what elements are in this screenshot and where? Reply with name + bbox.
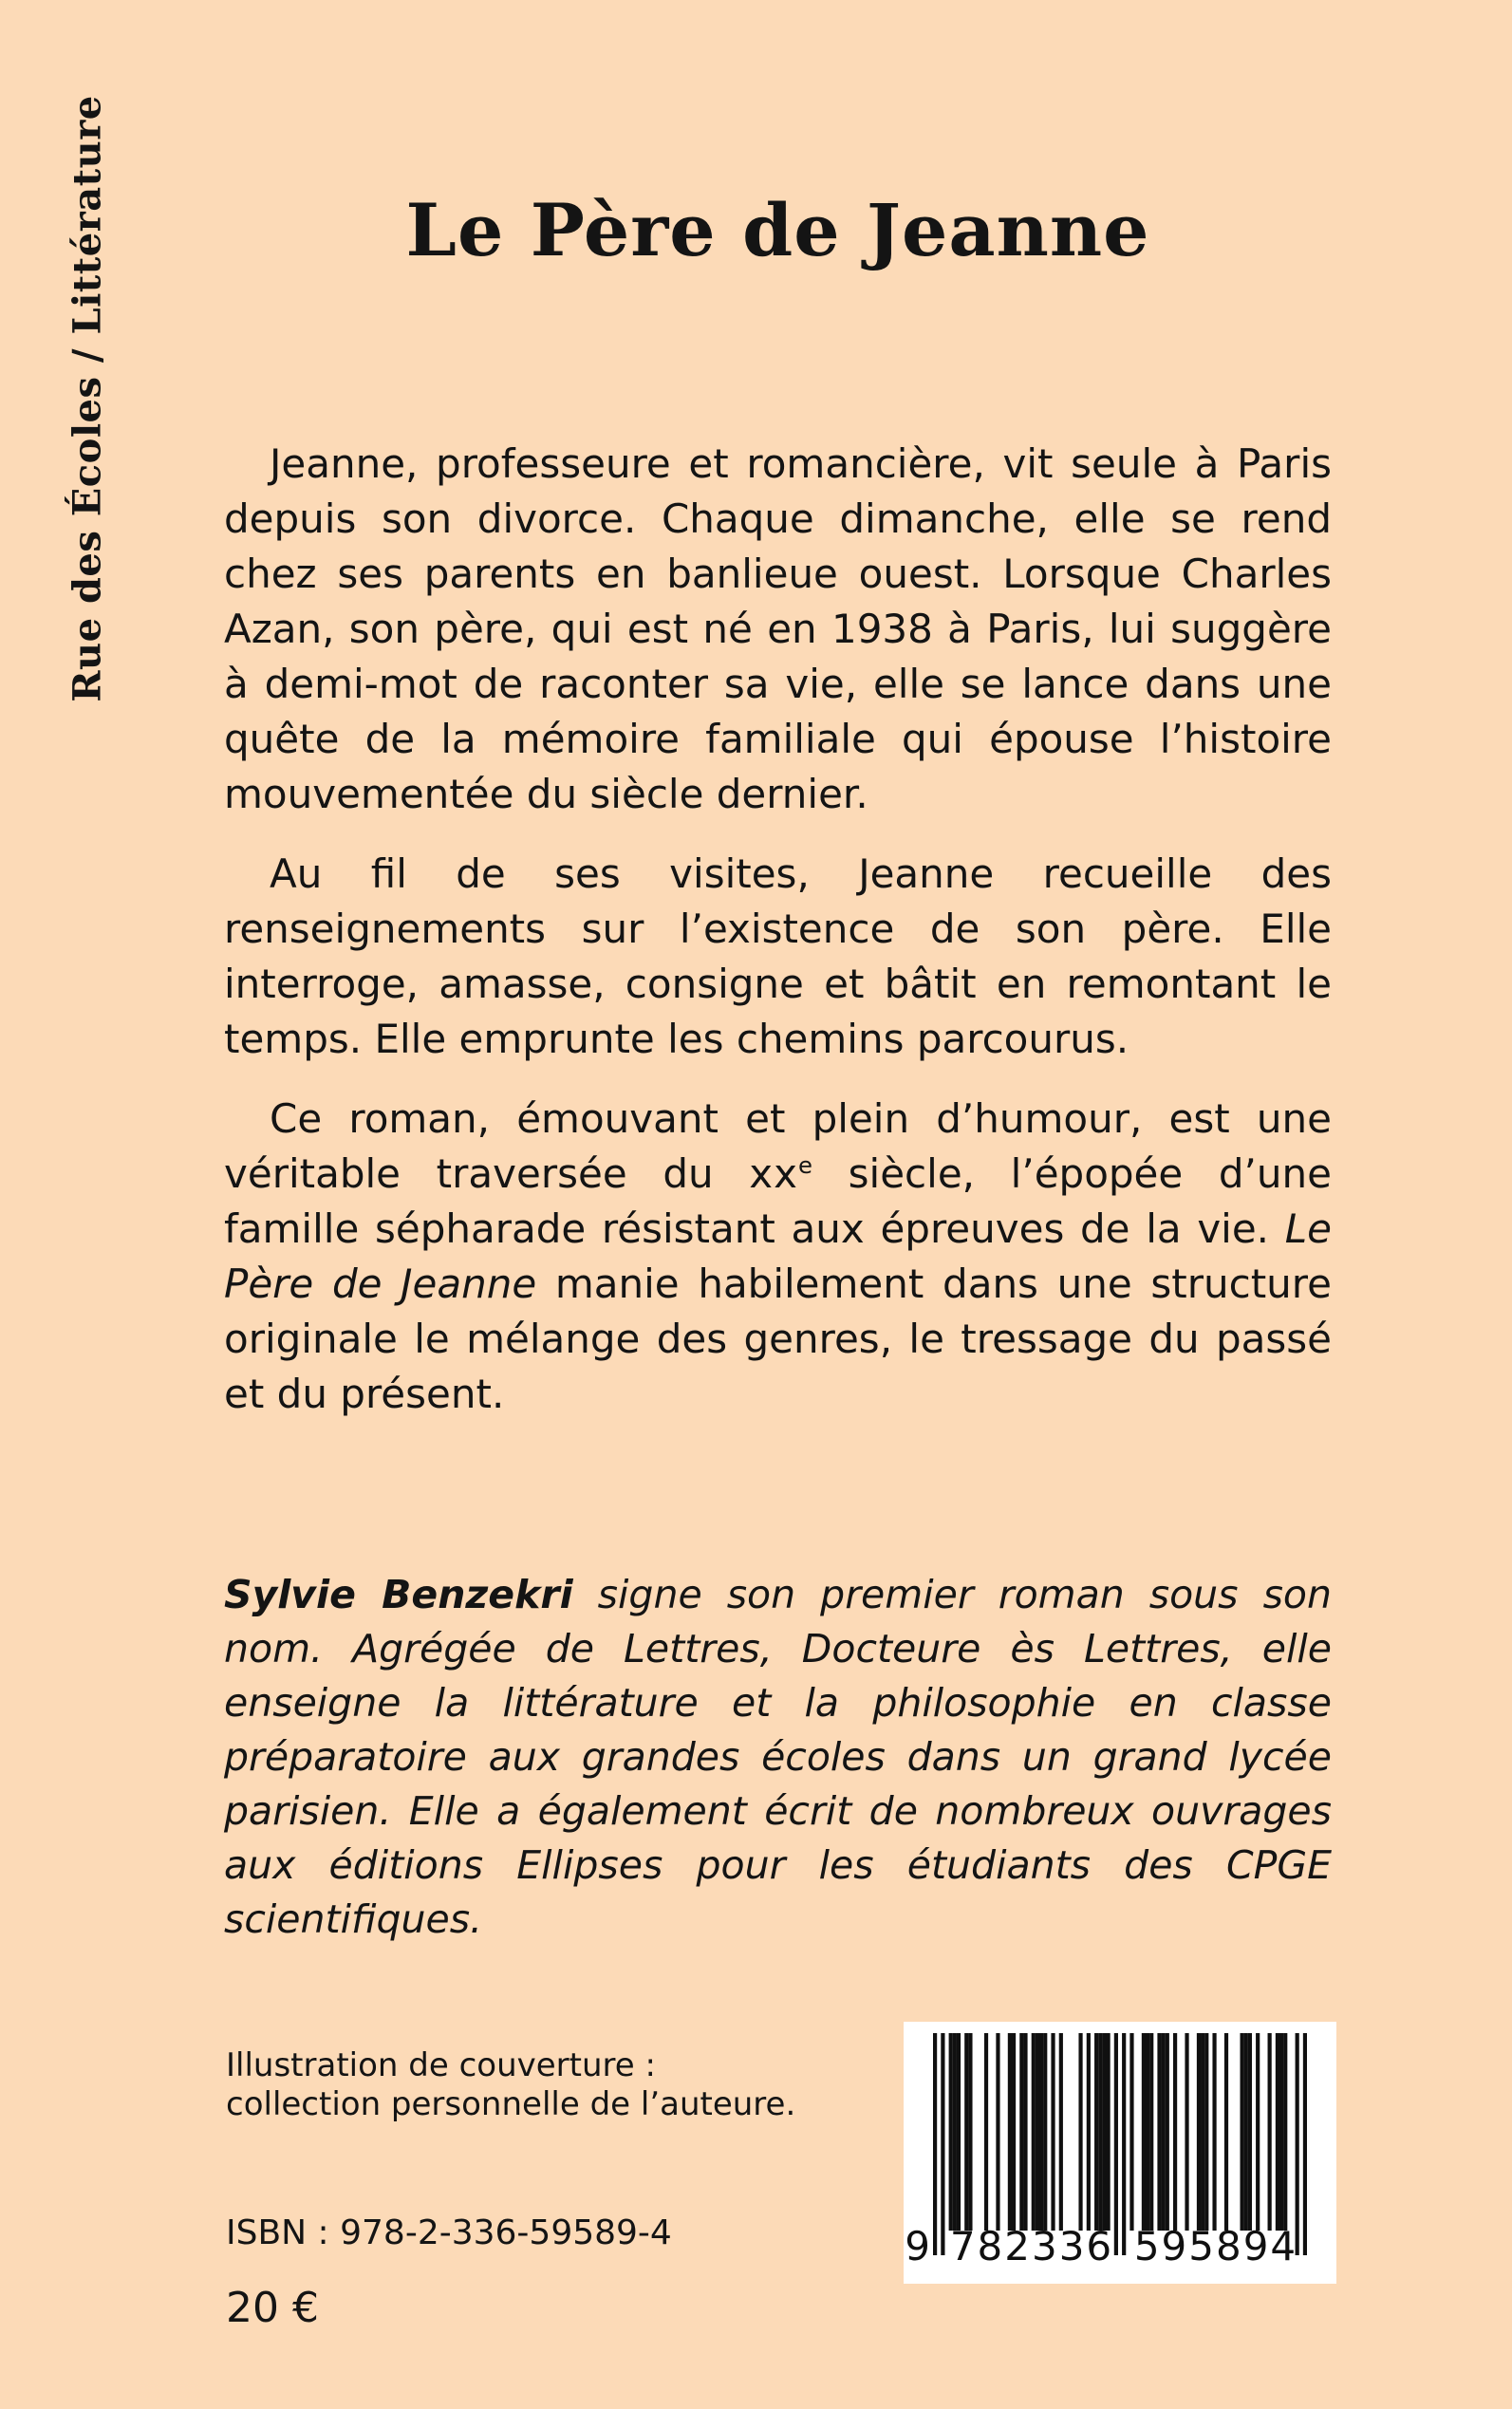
author-bio-text: signe son premier roman sous son nom. Agrégée de Lettres, Docteure ès Lettres, elle enseigne la littérature et la philosophie en classe préparatoire aux grandes écoles dans un grand lycée parisien. Elle a également écrit de nombreux ouvrages aux éditions Ellipses pour les étudiants des CPGE scientifiques. [224, 1572, 1332, 1942]
credit-line-1: Illustration de couverture : [226, 2046, 656, 2084]
author-bio [224, 1568, 1332, 1947]
century-numeral: xx [749, 1150, 798, 1197]
author-name: Sylvie Benzekri [224, 1572, 573, 1617]
book-title: Le Père de Jeanne [405, 188, 1150, 272]
credit-line-2: collection personnelle de l’auteure. [226, 2085, 796, 2123]
cover-illustration-credit [226, 2046, 795, 2124]
barcode [904, 2022, 1336, 2284]
barcode-digit-group-1: 782336 [949, 2223, 1114, 2269]
synopsis-p3-lead: Ce roman, émouvant et plein d’humour, est une véritable traversée du [224, 1095, 1332, 1197]
synopsis-p3-mid: siècle, l’épopée d’une famille sépharade résistant aux épreuves de la vie. [224, 1150, 1332, 1252]
synopsis-p3-tail: manie habilement dans une structure originale le mélange des genres, le tressage du passé et du présent. [224, 1261, 1332, 1417]
synopsis-paragraph-1: Jeanne, professeure et romancière, vit seule à Paris depuis son divorce. Chaque dimanche, elle se rend chez ses parents en banlieue ouest. Lorsque Charles Azan, son père, qui est né en 1938 à Paris, lui suggère à demi-mot de raconter sa vie, elle se lance dans une quête de la mémoire familiale qui épouse l’histoire mouvementée du siècle dernier. [224, 440, 1332, 817]
collection-spine-label: Rue des Écoles / Littérature [65, 95, 110, 702]
barcode-leading-digit: 9 [905, 2223, 932, 2269]
synopsis-paragraph-3 [224, 1092, 1332, 1422]
synopsis-paragraph-2: Au fil de ses visites, Jeanne recueille des renseignements sur l’existence de son père. Elle interroge, amasse, consigne et bâtit en remontant le temps. Elle emprunte les chemins parcourus. [224, 850, 1332, 1062]
century-exponent: e [798, 1151, 812, 1179]
work-title-inline: Le Père de Jeanne [224, 1205, 1332, 1307]
synopsis [224, 437, 1332, 1447]
barcode-digit-group-2: 595894 [1133, 2223, 1298, 2269]
isbn: ISBN : 978-2-336-59589-4 [226, 2213, 672, 2252]
barcode-bars [933, 2033, 1307, 2255]
price: 20 € [226, 2284, 319, 2332]
